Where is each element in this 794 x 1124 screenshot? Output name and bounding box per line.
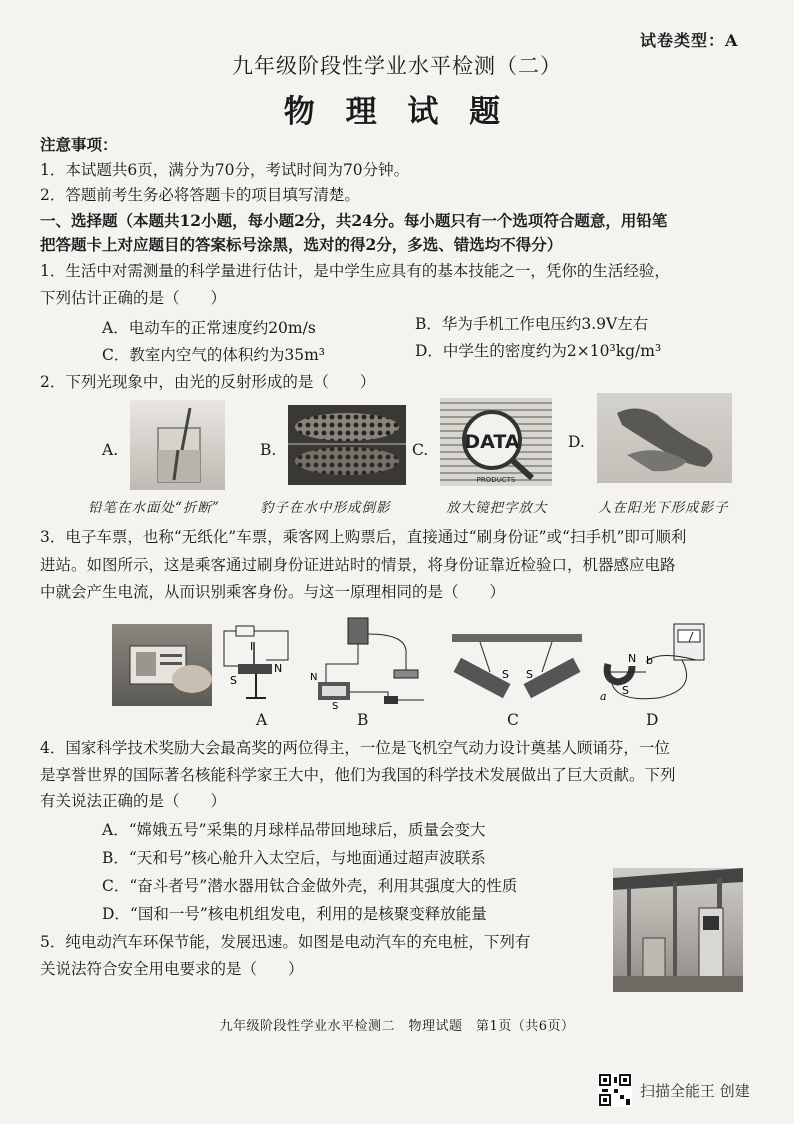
- label-b: b: [646, 654, 653, 667]
- page-footer: 九年级阶段性学业水平检测二 物理试题 第1页（共6页）: [219, 1019, 575, 1034]
- notes-heading: 注意事项：: [40, 135, 118, 154]
- label-i: I: [250, 640, 254, 653]
- q2-photo-pencil-in-water: [130, 400, 225, 490]
- q3-stem-line3: 中就会产生电流，从而识别乘客身份。与这一原理相同的是（ ）: [40, 583, 506, 601]
- label-s1: S: [502, 668, 509, 681]
- label-a: a: [600, 690, 607, 703]
- q3-label-b: B: [357, 711, 369, 729]
- section-heading-cont: 把答题卡上对应题目的答案标号涂黑，选对的得2分，多选、错选均不得分）: [40, 235, 563, 254]
- q3-photo-id-card-gate: [112, 624, 212, 706]
- subject-title: 物 理 试 题: [283, 94, 511, 130]
- q5-stem-line2: 关说法符合安全用电要求的是（ ）: [40, 960, 304, 978]
- q4-stem-line1: 4．国家科学技术奖励大会最高奖的两位得主，一位是飞机空气动力设计奠基人顾诵芬，一位: [40, 739, 670, 757]
- q3-stem-line1: 3．电子车票，也称“无纸化”车票，乘客网上购票后，直接通过“刷身份证”或“扫手机”即可顺利: [40, 528, 687, 546]
- scanner-watermark: 扫描全能王 创建: [640, 1082, 750, 1100]
- label-s: S: [230, 674, 237, 687]
- q3-label-a: A: [256, 711, 268, 729]
- note-item: 1．本试题共6页，满分为70分，考试时间为70分钟。: [40, 161, 410, 179]
- q3-label-d: D: [646, 711, 659, 729]
- section-heading: 一、选择题（本题共12小题，每小题2分，共24分。每小题只有一个选项符合题意，用铅笔: [40, 211, 668, 230]
- q3-diagram-b: [308, 614, 438, 710]
- q5-photo-charging-station: [613, 868, 743, 992]
- exam-title: 九年级阶段性学业水平检测（二）: [232, 54, 562, 78]
- q2-caption-c: 放大镜把字放大: [446, 500, 548, 516]
- q4-option-d: D．“国和一号”核电机组发电，利用的是核聚变释放能量: [102, 905, 487, 923]
- q4-stem-line2: 是享誉世界的国际著名核能科学家王大中，他们为我国的科学技术发展做出了巨大贡献。下列: [40, 766, 676, 784]
- q2-label-c: C.: [412, 441, 429, 459]
- q3-diagram-d: [598, 620, 718, 710]
- q1-option-d: D．中学生的密度约为2×10³kg/m³: [415, 342, 662, 360]
- q1-stem: 1．生活中对需测量的科学量进行估计，是中学生应具有的基本技能之一，凭你的生活经验，: [40, 262, 670, 280]
- q2-label-d: D.: [568, 433, 585, 451]
- q2-caption-b: 豹子在水中形成倒影: [260, 500, 391, 516]
- q2-label-b: B.: [260, 441, 277, 459]
- q2-photo-shadow: [597, 393, 732, 483]
- q5-stem-line1: 5．纯电动汽车环保节能，发展迅速。如图是电动汽车的充电桩，下列有: [40, 933, 531, 951]
- q2-caption-d: 人在阳光下形成影子: [598, 500, 729, 516]
- q2-stem: 2．下列光现象中，由光的反射形成的是（ ）: [40, 373, 376, 391]
- q3-diagram-c: [448, 630, 588, 710]
- qr-code-icon: [598, 1073, 632, 1107]
- q2-label-a: A.: [102, 441, 119, 459]
- label-s2: S: [526, 668, 533, 681]
- q4-stem-line3: 有关说法正确的是（ ）: [40, 792, 227, 810]
- q4-option-b: B．“天和号”核心舱升入太空后，与地面通过超声波联系: [102, 849, 486, 867]
- q2-photo-leopard-reflection: [288, 405, 406, 485]
- q1-option-a: A．电动车的正常速度约20m/s: [102, 319, 316, 337]
- q1-option-c: C．教室内空气的体积约为35m³: [102, 346, 325, 364]
- label-n: N: [274, 662, 283, 675]
- q3-diagram-a: [216, 620, 306, 712]
- q2-caption-a: 铅笔在水面处“折断”: [88, 500, 220, 516]
- data-word: DATA: [464, 431, 520, 453]
- note-item: 2．答题前考生务必将答题卡的项目填写清楚。: [40, 186, 360, 204]
- q3-stem-line2: 进站。如图所示，这是乘客通过刷身份证进站时的情景，将身份证靠近检验口，机器感应电路: [40, 556, 676, 574]
- paper-type: 试卷类型：A: [640, 31, 739, 50]
- q3-label-c: C: [507, 711, 519, 729]
- q2-photo-magnifier-data: [440, 398, 552, 486]
- label-s: S: [332, 701, 339, 710]
- q4-option-c: C．“奋斗者号”潜水器用钛合金做外壳，利用其强度大的性质: [102, 877, 518, 895]
- q4-option-a: A．“嫦娥五号”采集的月球样品带回地球后，质量会变大: [102, 821, 486, 839]
- label-s: S: [622, 684, 629, 697]
- label-n: N: [628, 652, 637, 665]
- q1-stem-cont: 下列估计正确的是（ ）: [40, 289, 227, 307]
- products-word: PRODUCTS: [476, 476, 516, 484]
- q1-option-b: B．华为手机工作电压约3.9V左右: [415, 315, 649, 333]
- label-n: N: [310, 672, 318, 683]
